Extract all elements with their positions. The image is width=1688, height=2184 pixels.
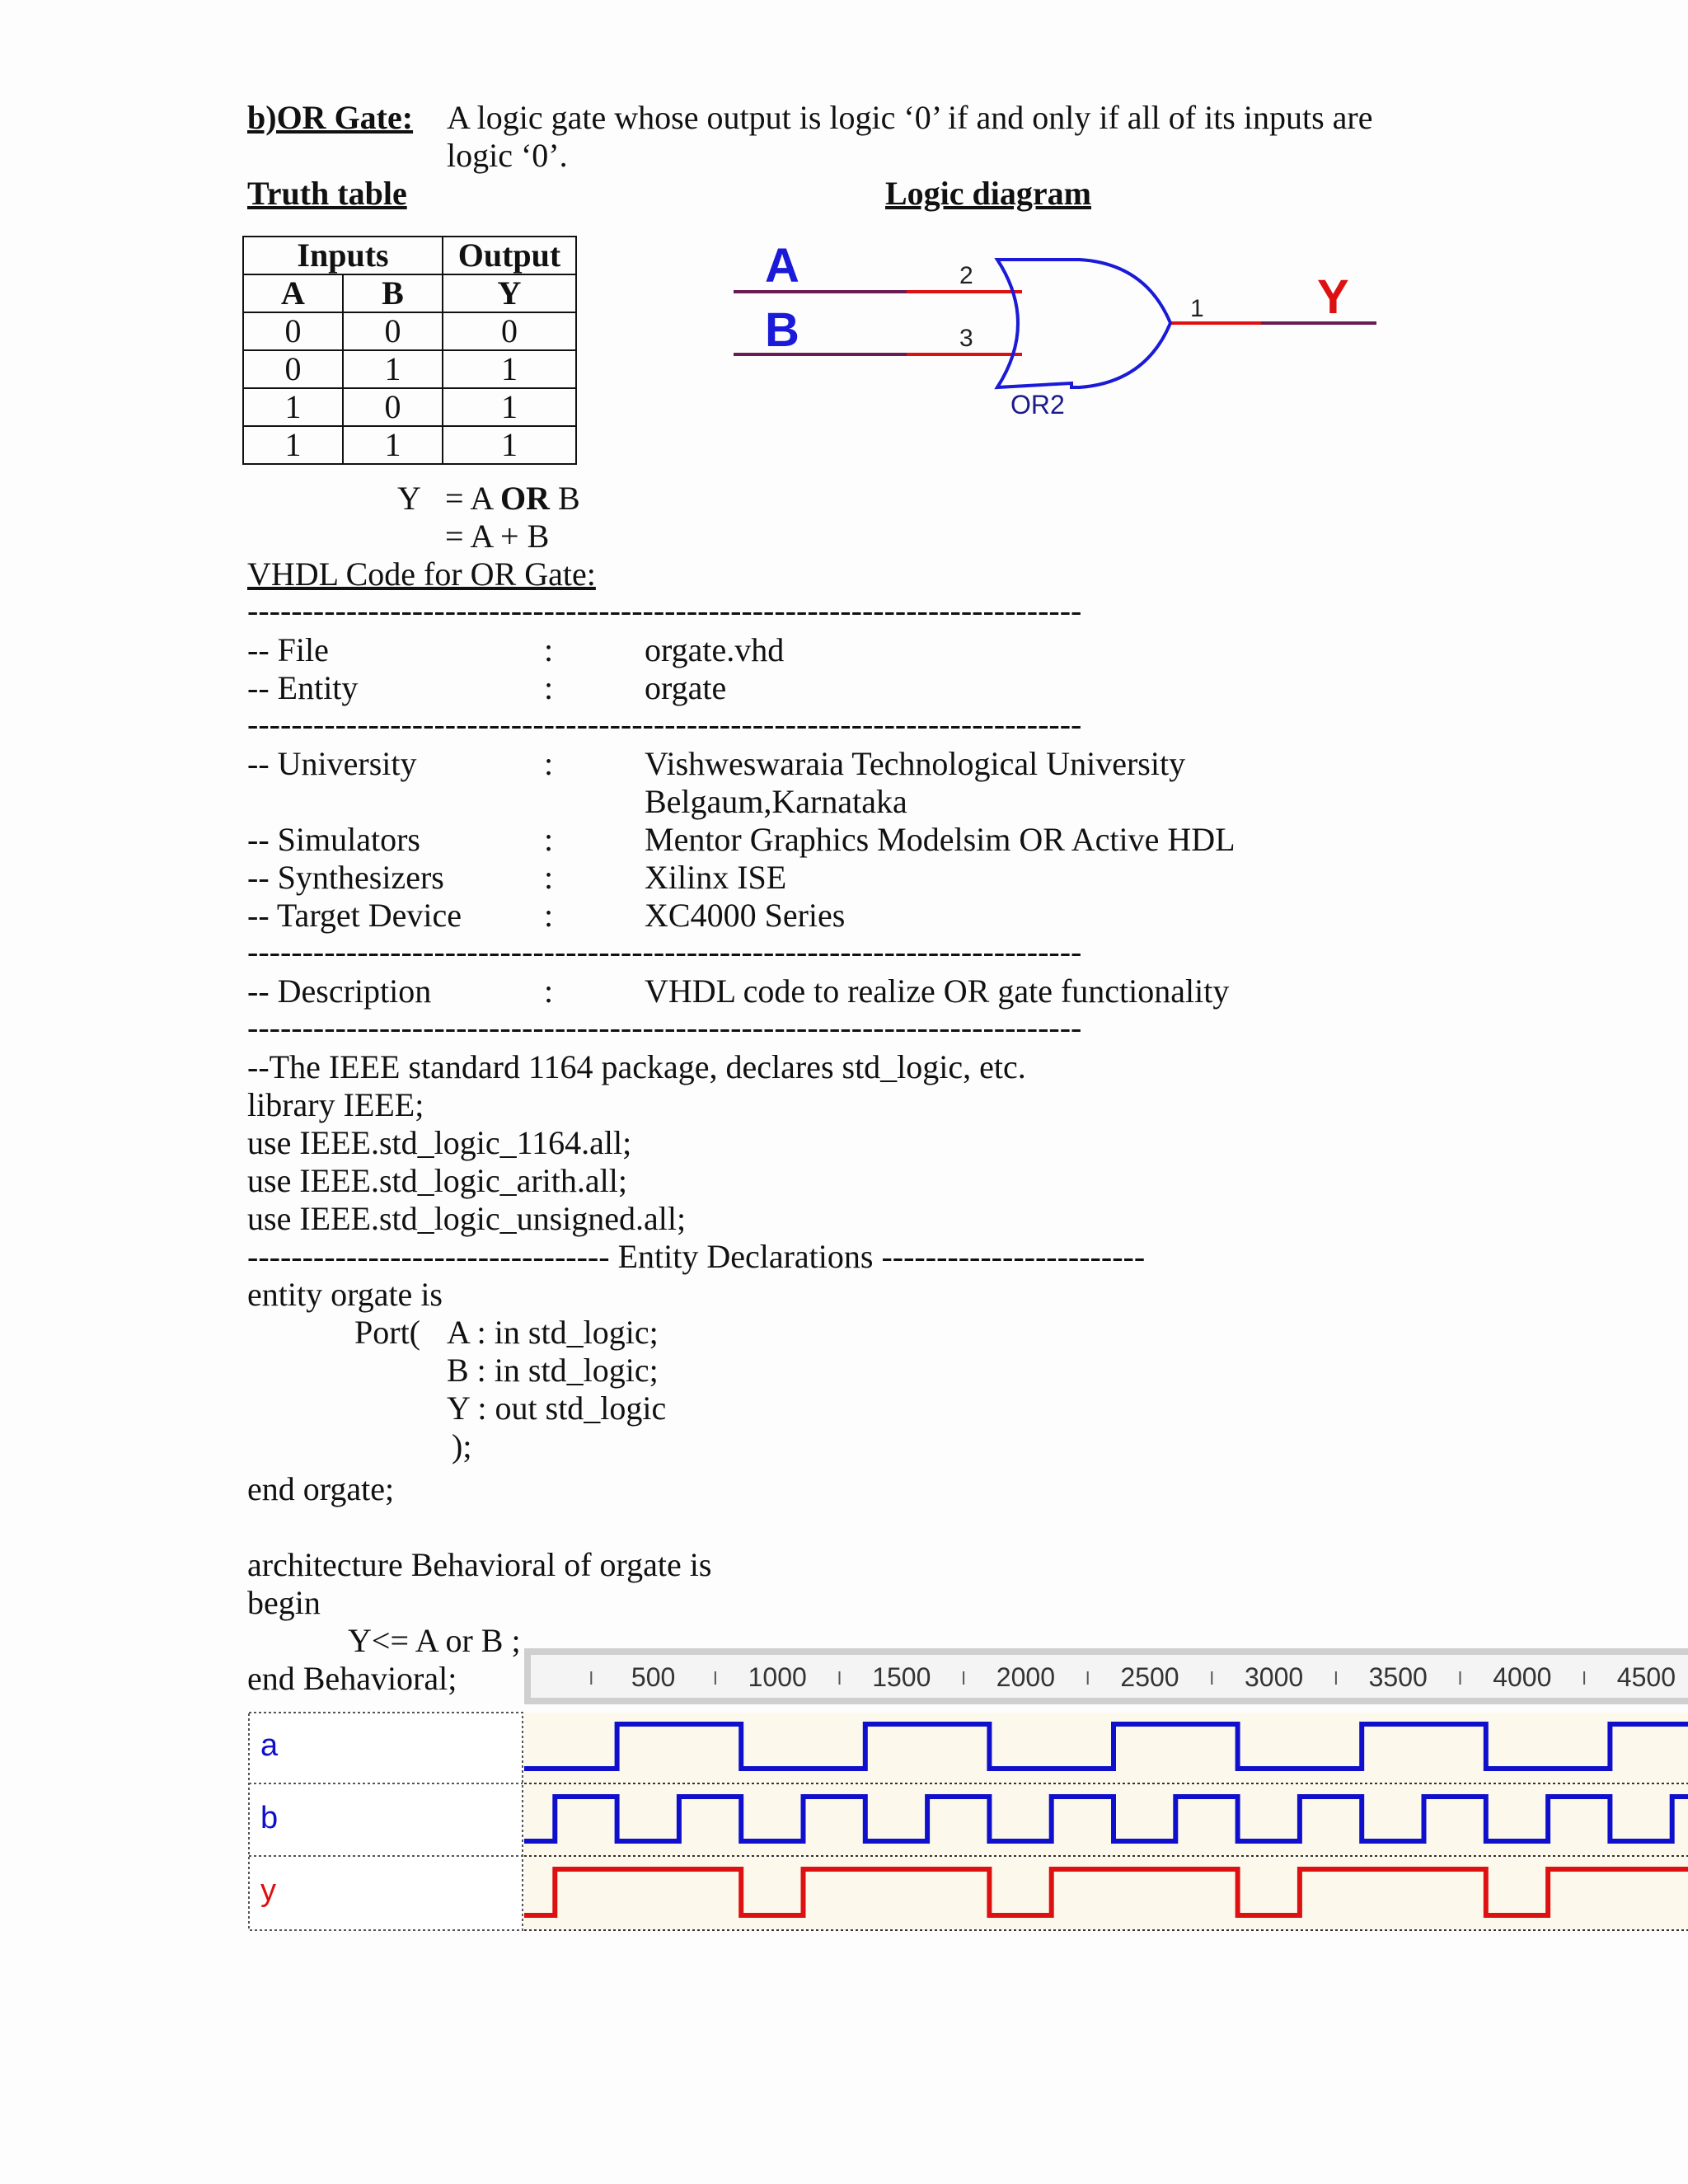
header-inputs: Inputs [243,237,443,274]
info-value: Belgaum,Karnataka [645,783,907,820]
table-cell: 0 [243,312,343,350]
header-value: orgate.vhd [645,631,785,668]
definition-line-1: A logic gate whose output is logic ‘0’ if and only if all of its inputs are [447,99,1373,136]
info-value: Mentor Graphics Modelsim OR Active HDL [645,821,1236,858]
table-cell: 1 [343,426,443,464]
colon: : [544,897,554,934]
waveform-viewer [247,1648,1688,1933]
code-line: use IEEE.std_logic_1164.all; [247,1124,632,1161]
signal-name-y: y [260,1873,276,1908]
header-key: -- File [247,631,329,668]
code-line: architecture Behavioral of orgate is [247,1546,712,1583]
definition-line-2: logic ‘0’. [447,137,568,174]
colon: : [544,972,554,1010]
table-cell: 0 [343,388,443,426]
equation-post: B [550,480,580,517]
code-line: use IEEE.std_logic_unsigned.all; [247,1200,687,1237]
header-value: orgate [645,669,727,706]
input-b-label: B [765,303,799,357]
code-line: ); [452,1427,472,1465]
column-header: Y [443,274,576,312]
truth-table [242,236,577,465]
table-cell: 1 [243,426,343,464]
signal-name-a: a [260,1728,279,1763]
or-gate-diagram [725,231,1385,429]
separator: ---------------------------------------------------------------------------- [247,592,1082,629]
time-tick-label: 4500 [1616,1662,1676,1692]
table-cell: 0 [443,312,576,350]
column-header: A [243,274,343,312]
equation-pre: = A [445,480,501,517]
time-tick-label: 3500 [1368,1662,1428,1692]
code-title: VHDL Code for OR Gate: [247,555,596,593]
description-value: VHDL code to realize OR gate functionality [645,972,1230,1010]
equation-lhs: Y [397,480,421,517]
time-tick-label: 1500 [872,1662,931,1692]
code-port: A : in std_logic; [447,1314,659,1351]
info-value: XC4000 Series [645,897,846,934]
code-line: use IEEE.std_logic_arith.all; [247,1162,627,1199]
table-cell: 1 [243,388,343,426]
table-cell: 1 [443,350,576,388]
time-tick-label: 3000 [1245,1662,1304,1692]
code-line: end Behavioral; [247,1660,457,1697]
code-line: library IEEE; [247,1086,424,1123]
input-a-label: A [765,239,799,293]
code-line: Y<= A or B ; [348,1622,521,1659]
code-port: B : in std_logic; [447,1352,659,1389]
pin-1-label: 1 [1190,295,1204,322]
wave-area [524,1713,1688,1930]
info-value: Vishweswaraia Technological University [645,745,1186,782]
separator: ---------------------------------------------------------------------------- [247,705,1082,743]
gate-name-label: OR2 [1010,390,1065,419]
signal-name-b: b [260,1801,279,1835]
time-tick-label: 2000 [996,1662,1055,1692]
time-tick-label: 1000 [748,1662,807,1692]
table-cell: 0 [243,350,343,388]
or-gate-symbol [997,260,1170,387]
table-cell: 1 [443,426,576,464]
colon: : [544,745,554,782]
code-line: entity orgate is [247,1276,443,1313]
description-key: -- Description [247,972,432,1010]
table-cell: 1 [343,350,443,388]
pin-3-label: 3 [959,325,973,352]
entity-separator: --------------------------------- Entity Declarations ------------------------ [247,1238,1146,1275]
table-cell: 0 [343,312,443,350]
info-key: -- Target Device [247,897,462,934]
colon: : [544,631,554,668]
info-key: -- Simulators [247,821,420,858]
info-value: Xilinx ISE [645,859,787,896]
equation-line-1 [445,480,580,518]
table-row [243,388,576,426]
table-cell: 1 [443,388,576,426]
time-tick-label: 500 [631,1662,676,1692]
time-tick-label: 4000 [1493,1662,1552,1692]
truth-table-title: Truth table [247,175,407,212]
code-line: end orgate; [247,1470,395,1507]
info-key: -- Synthesizers [247,859,444,896]
equation-line-2: = A + B [445,518,550,555]
table-row [243,312,576,350]
colon: : [544,821,554,858]
table-row [243,426,576,464]
colon: : [544,859,554,896]
code-port-keyword: Port( [354,1314,420,1351]
separator: ---------------------------------------------------------------------------- [247,1009,1082,1046]
equation-op: OR [500,480,551,517]
colon: : [544,669,554,706]
table-row [243,350,576,388]
header-output: Output [443,237,576,274]
pin-2-label: 2 [959,262,973,289]
code-line: --The IEEE standard 1164 package, declares std_logic, etc. [247,1048,1026,1085]
code-line: begin [247,1584,321,1621]
code-port: Y : out std_logic [447,1390,667,1427]
header-key: -- Entity [247,669,359,706]
column-header: B [343,274,443,312]
logic-diagram-title: Logic diagram [885,175,1091,212]
separator: ---------------------------------------------------------------------------- [247,933,1082,970]
time-ticks [591,1662,1676,1692]
output-y-label: Y [1317,270,1349,324]
info-key: -- University [247,745,417,782]
section-heading: b)OR Gate: [247,99,414,136]
time-tick-label: 2500 [1120,1662,1179,1692]
signal-name-panel [249,1713,523,1930]
